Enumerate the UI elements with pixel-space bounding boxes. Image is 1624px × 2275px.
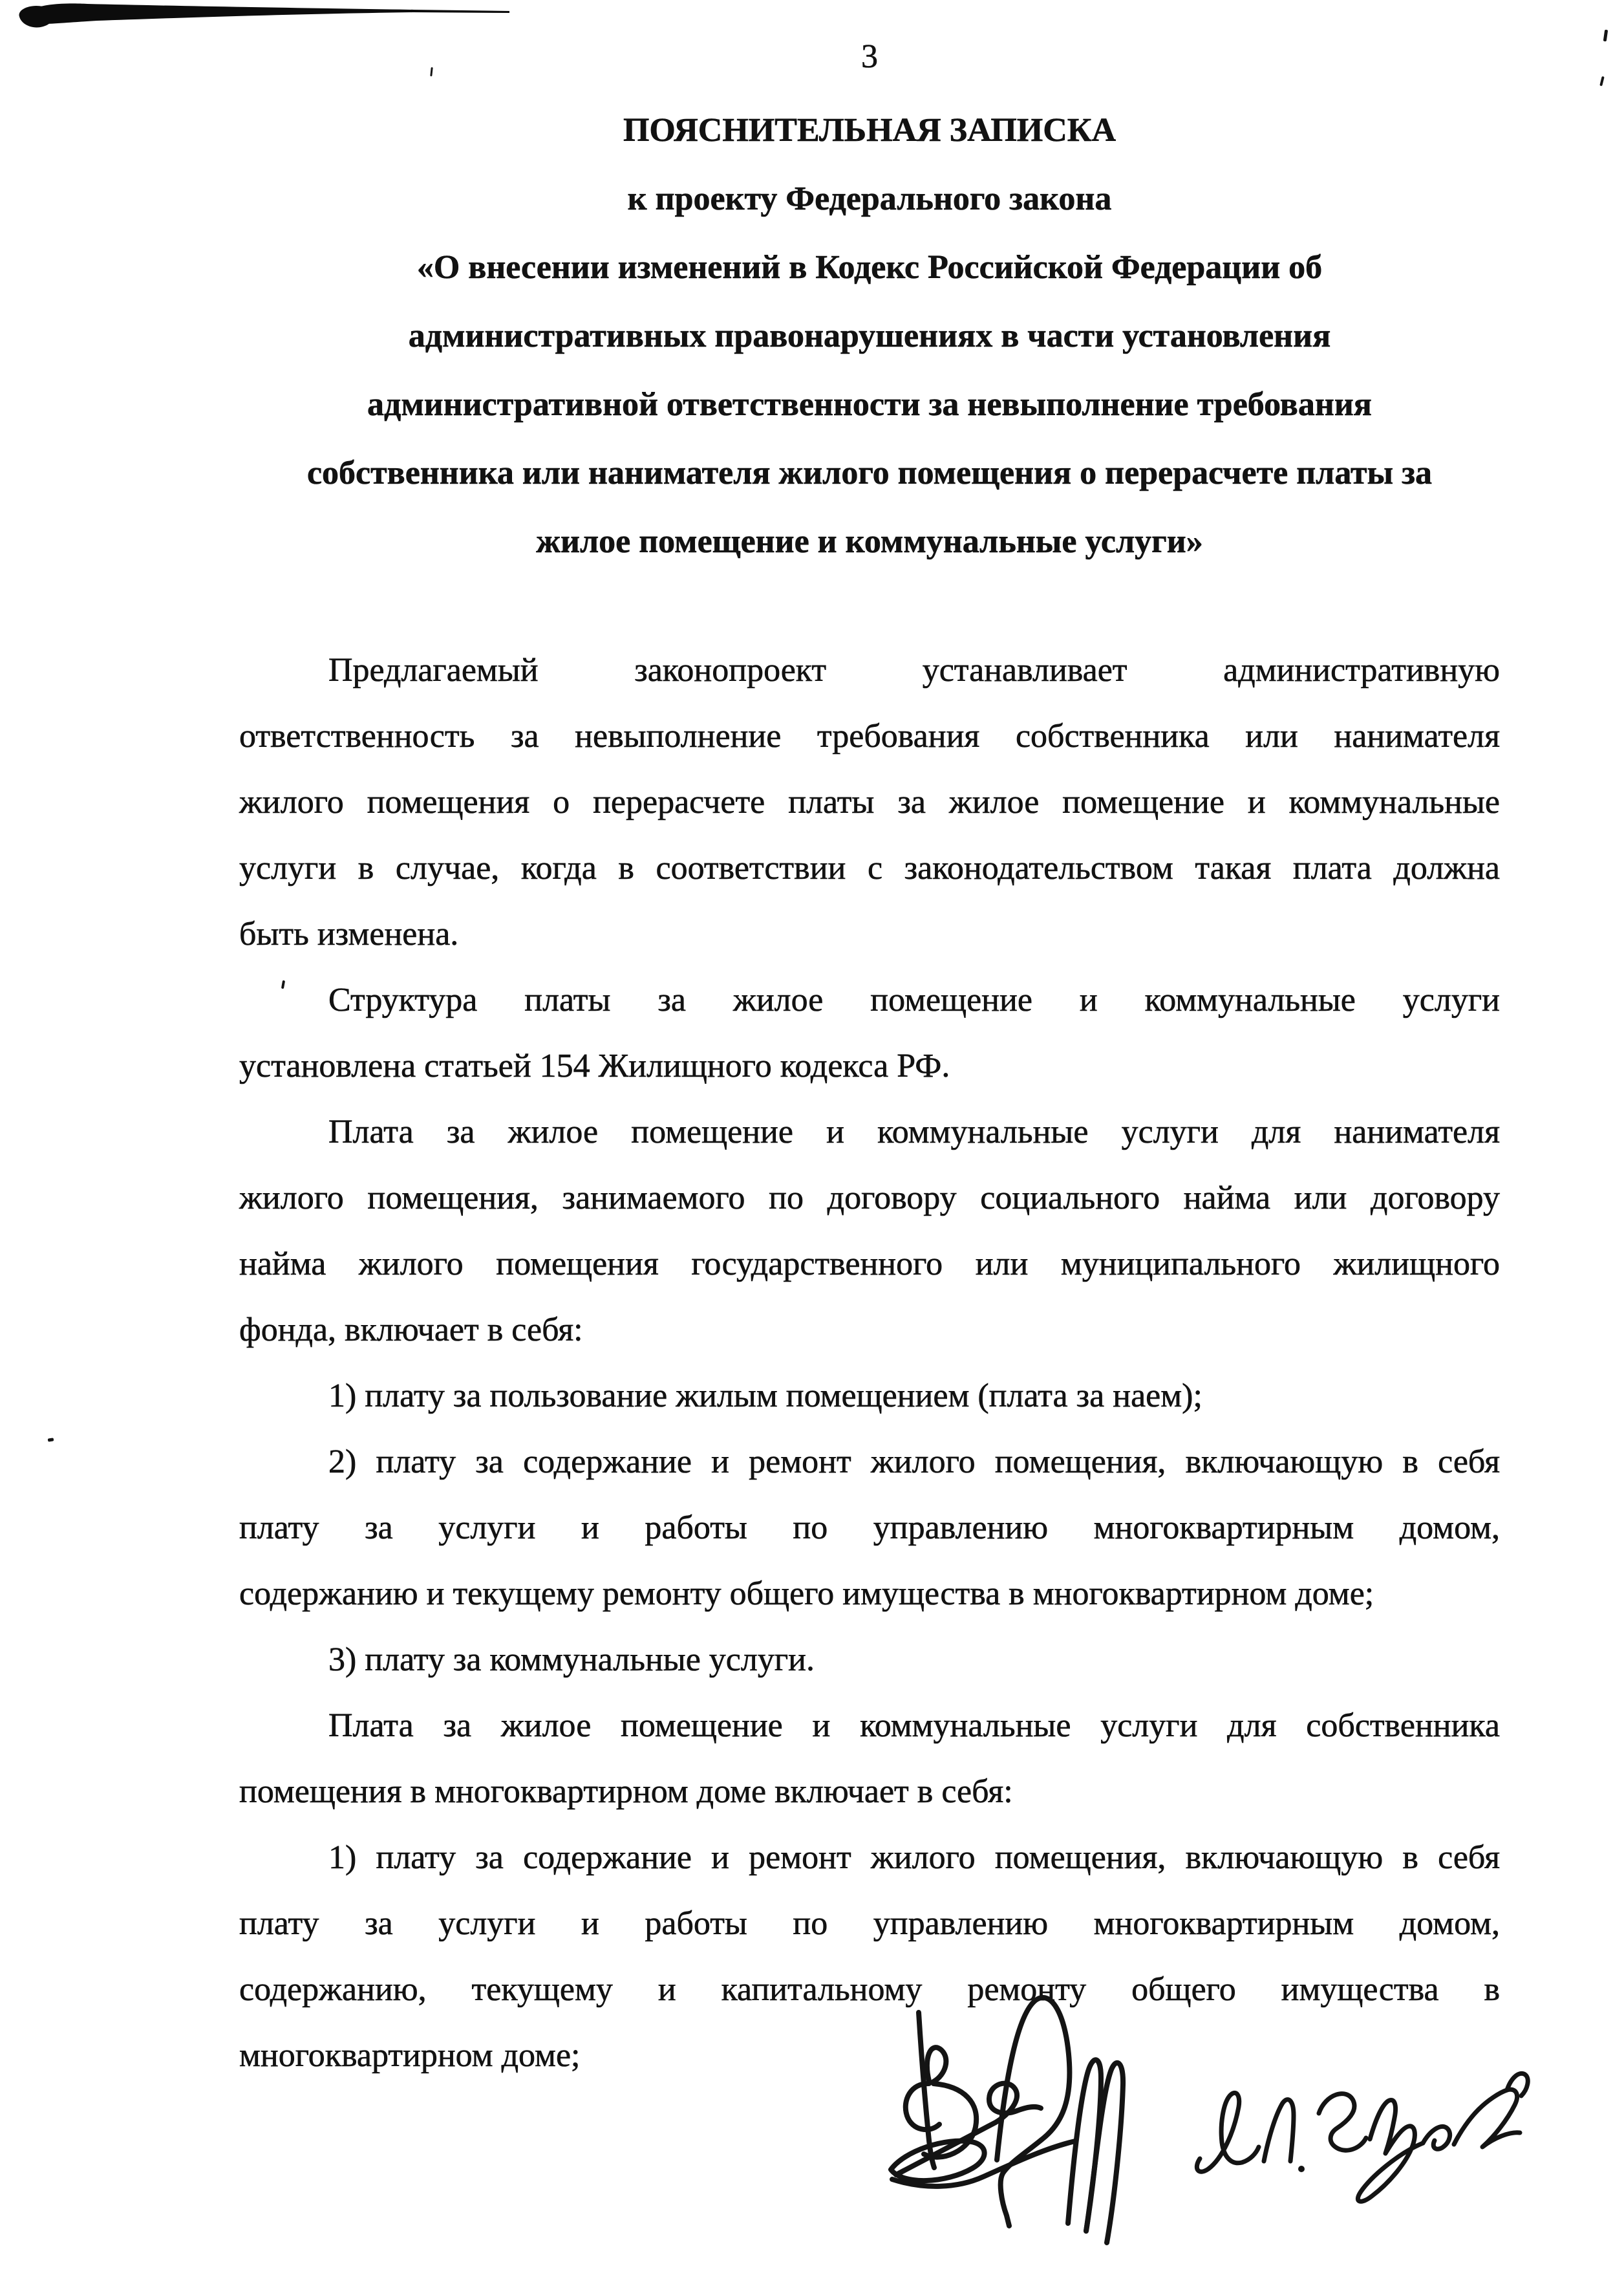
title-line: жилое помещение и коммунальные услуги»	[536, 523, 1203, 560]
paragraph-line: услуги в случае, когда в соответствии с законодательством такая плата должна	[239, 850, 1500, 887]
top-right-speck-2	[1599, 76, 1605, 87]
signature-block	[873, 1979, 1558, 2275]
paragraph-line: плату за услуги и работы по управлению многоквартирным домом,	[239, 1905, 1500, 1942]
title-line: административных правонарушениях в части установления	[408, 318, 1331, 354]
top-right-speck-1	[1603, 30, 1608, 42]
body-text	[239, 638, 1500, 2089]
paragraph-line: 3) плату за коммунальные услуги.	[328, 1641, 815, 1678]
title-line: ПОЯСНИТЕЛЬНАЯ ЗАПИСКА	[623, 112, 1116, 149]
paragraph-line: плату за услуги и работы по управлению многоквартирным домом,	[239, 1509, 1500, 1546]
paragraph-line: найма жилого помещения государственного или муниципального жилищного	[239, 1245, 1500, 1282]
paragraph-line: ответственность за невыполнение требования собственника или нанимателя	[239, 718, 1500, 755]
page-number: 3	[861, 38, 878, 75]
paragraph-line: Предлагаемый законопроект устанавливает административную	[328, 652, 1500, 689]
paragraph-line: многоквартирном доме;	[239, 2037, 581, 2074]
paragraph-line: фонда, включает в себя:	[239, 1311, 583, 1348]
paragraph-line: содержанию и текущему ремонту общего имущества в многоквартирном доме;	[239, 1575, 1374, 1612]
paragraph-line: Плата за жилое помещение и коммунальные услуги для собственника	[328, 1707, 1500, 1744]
paragraph-line: 1) плату за пользование жилым помещением (плата за наем);	[328, 1377, 1202, 1414]
title-line: «О внесении изменений в Кодекс Российской Федерации об	[416, 249, 1323, 286]
left-margin-speck	[48, 1438, 54, 1441]
paragraph-line: жилого помещения, занимаемого по договору социального найма или договору	[239, 1180, 1500, 1216]
paragraph-line: Структура платы за жилое помещение и коммунальные услуги	[328, 982, 1500, 1019]
paragraph-line: Плата за жилое помещение и коммунальные услуги для нанимателя	[328, 1114, 1500, 1150]
signature-initials-flourish	[891, 1998, 1123, 2243]
paragraph-line: 1) плату за содержание и ремонт жилого помещения, включающую в себя	[328, 1839, 1500, 1876]
paragraph-line: 2) плату за содержание и ремонт жилого помещения, включающую в себя	[328, 1443, 1500, 1480]
title-line: административной ответственности за невыполнение требования	[367, 386, 1372, 423]
paragraph-line: содержанию, текущему и капитальному ремонту общего имущества в	[239, 1971, 1500, 2008]
paragraph-line: установлена статьей 154 Жилищного кодекса РФ.	[239, 1048, 950, 1084]
title-line: к проекту Федерального закона	[627, 180, 1112, 217]
title-block	[239, 96, 1500, 576]
paragraph-line: помещения в многоквартирном доме включает в себя:	[239, 1773, 1013, 1810]
signature-name-scribble	[1197, 2073, 1528, 2201]
paragraph-line: жилого помещения о перерасчете платы за жилое помещение и коммунальные	[239, 784, 1500, 821]
paragraph-line: быть изменена.	[239, 916, 459, 953]
title-line: собственника или нанимателя жилого помещения о перерасчете платы за	[306, 455, 1433, 491]
scanner-ink-streak-artifact	[0, 0, 530, 39]
